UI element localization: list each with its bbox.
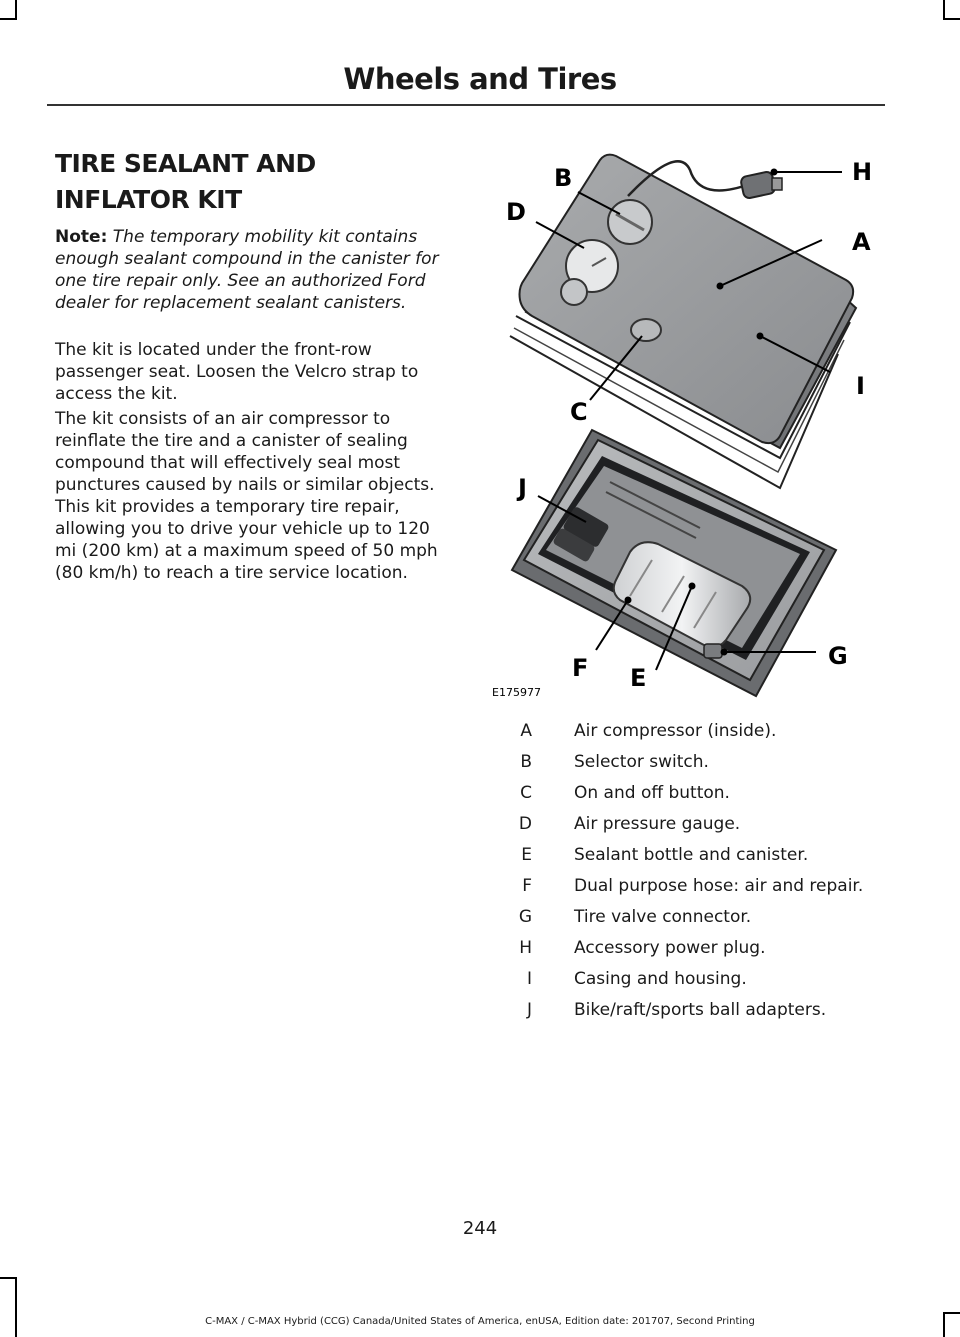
legend-item [480, 844, 900, 866]
callout-g: G [828, 642, 848, 670]
legend-key: G [518, 907, 532, 927]
legend-item [480, 937, 900, 959]
legend-text: Casing and housing. [574, 969, 747, 989]
legend-item [480, 968, 900, 990]
legend-key: A [520, 721, 532, 741]
legend-key: I [526, 969, 532, 989]
crop-mark [15, 0, 17, 20]
page-number: 244 [462, 1218, 498, 1239]
legend-text: Bike/raft/sports ball adapters. [574, 1000, 827, 1020]
legend-text: Dual purpose hose: air and repair. [574, 876, 864, 896]
legend-key: F [522, 876, 532, 896]
note-label: Note: [55, 227, 108, 247]
legend-key: B [520, 752, 532, 772]
legend-text: On and off button. [574, 783, 730, 803]
legend-text: Sealant bottle and canister. [574, 845, 809, 865]
legend-text: Tire valve connector. [574, 907, 752, 927]
note-text: The temporary mobility kit contains enough sealant compound in the canister for one tire repair only. See an authorized Ford dealer for replacement sealant canisters. [55, 227, 439, 313]
page-footer: C-MAX / C-MAX Hybrid (CCG) Canada/United States of America, enUSA, Edition date: 201707, Second Printing [205, 1316, 755, 1327]
legend-text: Selector switch. [574, 752, 709, 772]
legend-key: J [526, 1000, 532, 1020]
legend-item [480, 782, 900, 804]
callout-i: I [856, 372, 865, 400]
legend-key: E [521, 845, 532, 865]
legend-key: D [518, 814, 532, 834]
callout-d: D [506, 198, 526, 226]
crop-mark [943, 18, 960, 20]
section-title: TIRE SEALANT AND INFLATOR KIT [55, 149, 316, 214]
callout-e: E [630, 664, 647, 692]
legend-item [480, 906, 900, 928]
callout-c: C [570, 398, 588, 426]
legend-item [480, 999, 900, 1021]
legend-text: Accessory power plug. [574, 938, 766, 958]
crop-mark [0, 18, 17, 20]
figure-id: E175977 [492, 686, 541, 699]
legend-item [480, 720, 900, 742]
callout-h: H [852, 158, 873, 186]
legend-item [480, 751, 900, 773]
legend-key: C [520, 783, 532, 803]
crop-mark [943, 0, 945, 20]
header-divider [47, 104, 885, 106]
callout-f: F [572, 654, 589, 682]
callout-b: B [554, 164, 573, 192]
legend-item [480, 813, 900, 835]
body-paragraph: The kit consists of an air compressor to reinflate the tire and a canister of sealing compound that will effectively seal most punctures caused by nails or similar objects. This kit provides a temporary tire repair, allowing you to drive your vehicle up to 120 mi (200 km) at a maximum speed of 50 mph (80 km/h) to reach a tire service location. [55, 409, 438, 583]
legend-key: H [519, 938, 532, 958]
legend-text: Air compressor (inside). [574, 721, 777, 741]
body-paragraph: The kit is located under the front-row passenger seat. Loosen the Velcro strap to access the kit. [55, 340, 419, 404]
tire-kit-illustration [480, 140, 900, 710]
callout-a: A [852, 228, 871, 256]
legend-item [480, 875, 900, 897]
legend-text: Air pressure gauge. [574, 814, 741, 834]
callout-j: J [518, 474, 527, 502]
crop-mark [943, 1312, 960, 1314]
crop-mark [15, 1277, 17, 1337]
crop-mark [0, 1277, 17, 1279]
note-paragraph [55, 226, 450, 314]
page-header-title: Wheels and Tires [343, 62, 617, 96]
figure-legend [480, 720, 900, 1030]
